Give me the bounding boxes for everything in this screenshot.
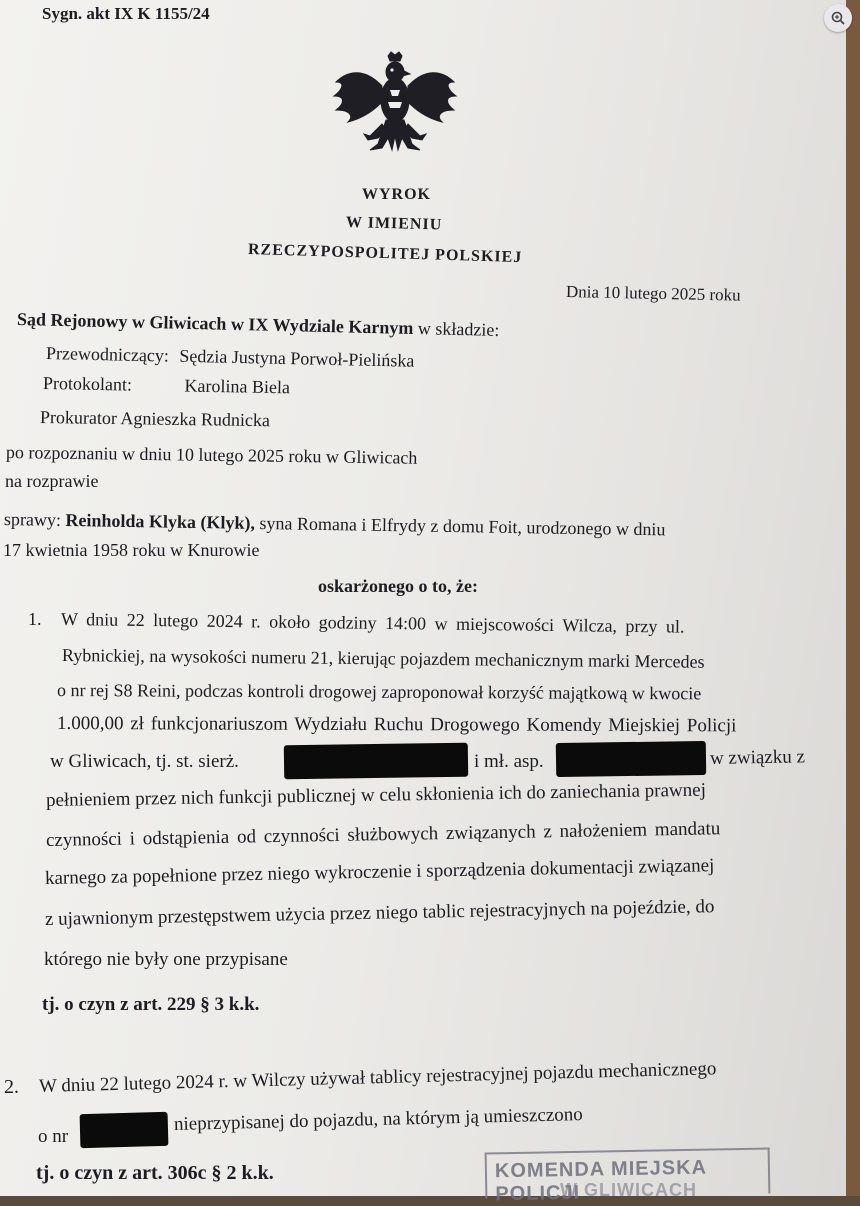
charge1-line4: 1.000,00 zł funkcjonariuszom Wydziału Ruchu Drogowego Komendy Miejskiej Policji	[56, 713, 737, 737]
case-birth-line: 17 kwietnia 1958 roku w Knurowie	[3, 540, 260, 560]
chair-name: Sędzia Justyna Porwoł-Pielińska	[179, 345, 415, 371]
charge1-line6: pełnieniem przez nich funkcji publicznej w celu skłonienia ich do zaniechania prawnej	[45, 779, 707, 811]
zoom-icon	[830, 10, 846, 26]
case-line1-rest: syna Romana i Elfrydy z domu Foit, urodzonego w dniu	[259, 513, 666, 540]
verdict-title-line3: RZECZYPOSPOLITEJ POLSKIEJ	[247, 241, 523, 267]
prosecutor-line: Prokurator Agnieszka Rudnicka	[39, 407, 271, 431]
charge1-line1: W dniu 22 lutego 2024 r. około godziny 14:00 w miejscowości Wilcza, przy ul.	[60, 609, 685, 637]
court-suffix: w składzie:	[417, 318, 500, 340]
charge1-line5b: i mł. asp.	[474, 751, 544, 772]
charge1-line8: karnego za popełnione przez niego wykroczenie i sporządzenia dokumentacji związanej	[44, 855, 715, 889]
charge1-line3: o nr rej S8 Reini, podczas kontroli drogowej zaproponował korzyść majątkową w kwocie	[56, 680, 702, 704]
verdict-title: WYROK	[362, 186, 431, 203]
charge1-line10: którego nie były one przypisane	[44, 949, 288, 970]
case-prefix: sprawy:	[3, 509, 62, 530]
table-edge	[846, 0, 860, 1196]
charge1-line5	[50, 751, 239, 773]
court-line	[17, 308, 500, 341]
police-stamp-line1: KOMENDA MIEJSKA POLICJI	[494, 1156, 707, 1206]
redaction-block	[284, 743, 468, 780]
zoom-button[interactable]	[824, 4, 852, 32]
clerk-name: Karolina Biela	[184, 375, 291, 398]
charge1-line5c: w związku z	[709, 746, 806, 769]
charge2-number: 2.	[4, 1076, 19, 1098]
polish-eagle-emblem-icon	[330, 50, 460, 155]
police-stamp-line2: W GLIWICACH	[560, 1180, 697, 1200]
hearing-line: po rozpoznaniu w dniu 10 lutego 2025 roku w Gliwicach	[5, 442, 418, 468]
charge1-line7: czynności i odstąpienia od czynności służbowych związanych z nałożeniem mandatu	[45, 818, 721, 851]
court-name: Sąd Rejonowy w Gliwicach w IX Wydziale Karnym	[16, 309, 414, 338]
verdict-date: Dnia 10 lutego 2025 roku	[565, 282, 741, 305]
charge1-line5a: w Gliwicach, tj. st. sierż.	[50, 751, 239, 772]
charge-heading: oskarżonego o to, że:	[318, 576, 478, 596]
verdict-title-line2: W IMIENIU	[345, 214, 443, 234]
chair-label: Przewodniczący:	[45, 343, 170, 366]
charge2-line2b: nieprzypisanej do pojazdu, na którym ją umieszczono	[173, 1104, 584, 1135]
case-line	[4, 508, 666, 540]
charge1-line2: Rybnickiej, na wysokości numeru 21, kierując pojazdem mechanicznym marki Mercedes	[61, 645, 705, 672]
charge1-number: 1.	[28, 609, 42, 629]
defendant-name: Reinholda Klyka (Klyk),	[65, 509, 256, 533]
clerk-line	[43, 372, 290, 398]
charge1-legal-basis: tj. o czyn z art. 229 § 3 k.k.	[42, 994, 260, 1015]
charge2-line1: W dniu 22 lutego 2024 r. w Wilczy używał tablicy rejestracyjnej pojazdu mechanicznego	[38, 1058, 717, 1097]
clerk-label: Protokolant:	[42, 373, 133, 395]
chair-line	[46, 342, 415, 372]
charge2-legal-basis: tj. o czyn z art. 306c § 2 k.k.	[36, 1162, 274, 1184]
hearing-type: na rozprawie	[5, 471, 99, 491]
charge2-line2a: o nr	[38, 1126, 69, 1147]
case-number: Sygn. akt IX K 1155/24	[42, 4, 210, 23]
redaction-block	[556, 741, 706, 777]
redaction-block	[80, 1112, 169, 1148]
charge1-line9: z ujawnionym przestępstwem użycia przez niego tablic rejestracyjnych na pojeździe, do	[44, 896, 715, 930]
